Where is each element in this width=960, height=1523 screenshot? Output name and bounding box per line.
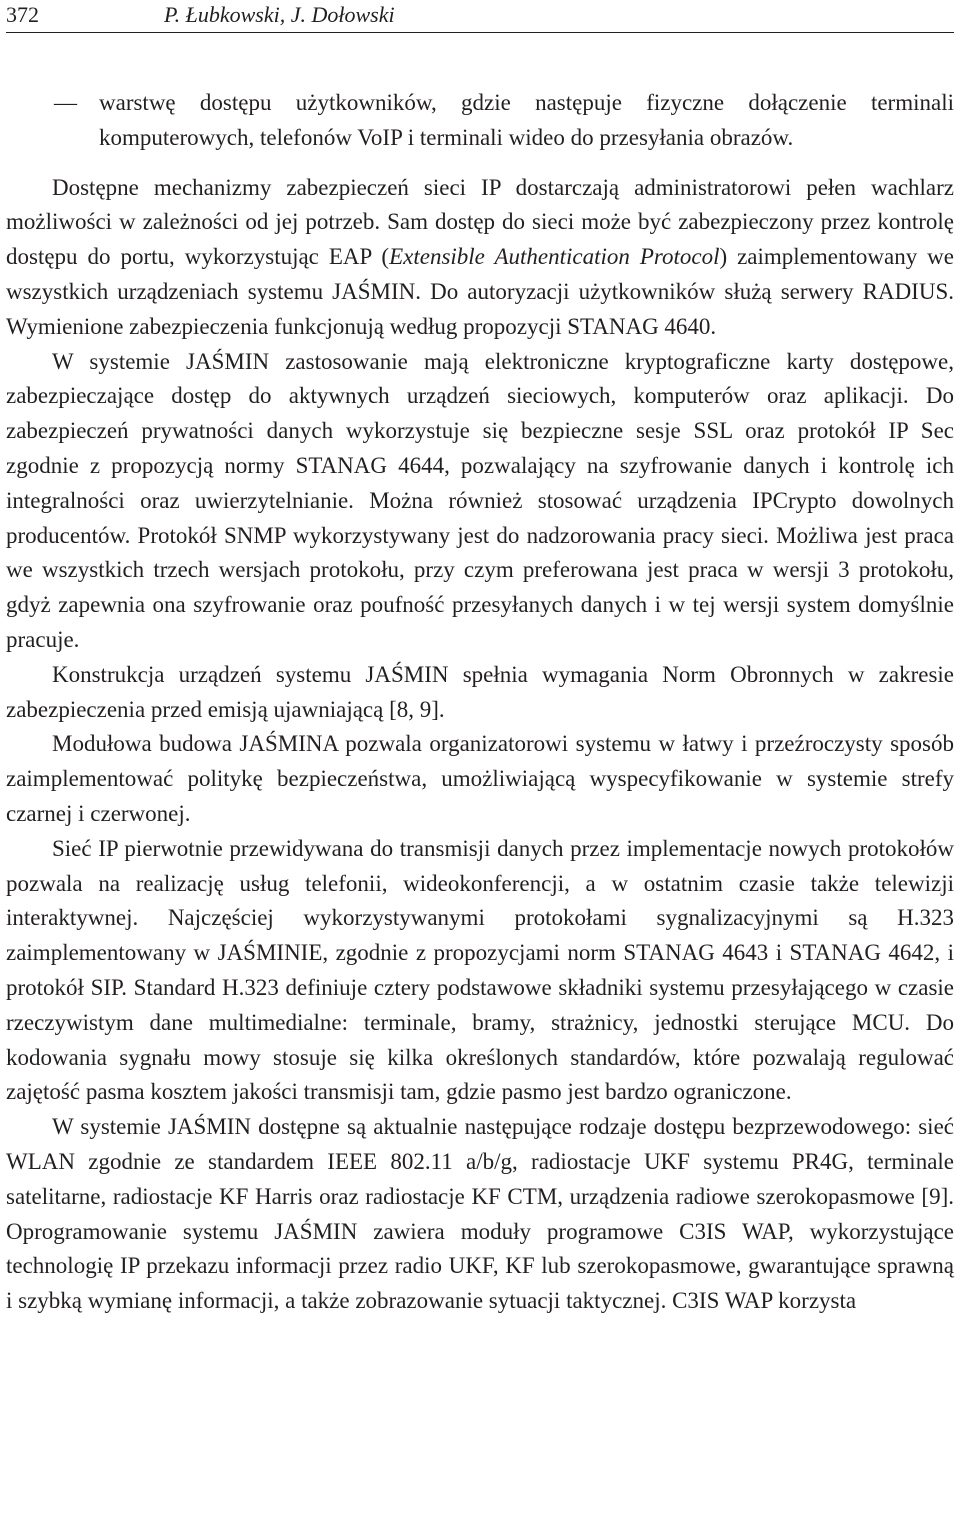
paragraph-wireless-access: W systemie JAŚMIN dostępne są aktualnie następujące rodzaje dostępu bezprzewodowego: sieć WLAN zgodnie ze standardem IEEE 802.11 a/b/g, radiostacje UKF systemu PR4G, terminale satelitarne, radiostacje KF Harris oraz radiostacje KF CTM, urządzenia radiowe szerokopasmowe [9]. Oprogramowanie systemu JAŚMIN zawiera moduły programowe C3IS WAP, wykorzystujące technologię IP przekazu informacji przez radio UKF, KF lub szerokopasmowe, gwarantujące sprawną i szybką wymianę informacji, a także zobrazowanie sytuacji taktycznej. C3IS WAP korzysta xyxy=(6,1114,954,1314)
paragraph-text: ) zaimplementowany we wszystkich urządzeniach systemu JAŚMIN. Do autoryzacji użytkowników służą serwery RADIUS. Wymienione zabezpieczenia funkcjonują według propozycji STANAG 4640. xyxy=(6,244,954,339)
list-dash: — xyxy=(54,90,77,115)
italic-term: Extensible Authentication Protocol xyxy=(389,244,720,270)
list-item xyxy=(6,86,954,156)
paragraph-security-mechanisms xyxy=(6,171,954,345)
body-text xyxy=(6,86,954,1319)
running-head-authors: P. Łubkowski, J. Dołowski xyxy=(164,2,395,27)
paragraph-ip-services: Sieć IP pierwotnie przewidywana do transmisji danych przez implementacje nowych protokołów pozwala na realizację usług telefonii, wideokonferencji, a w ostatnim czasie także telewizji interaktywnej. Najczęściej wykorzystywanymi protokołami sygnalizacyjnymi są H.323 zaimplementowany w JAŚMINIE, zgodnie z propozycjami norm STANAG 4643 i STANAG 4642, i protokół SIP. Standard H.323 definiuje cztery podstawowe składniki systemu przesyłającego w czasie rzeczywistym dane multimedialne: terminale, bramy, strażnicy, jednostki sterujące MCU. Do kodowania sygnału mowy stosuje się kilka określonych standardów, które pozwalają regulować zajętość pasma kosztem jakości transmisji tam, gdzie pasmo jest bardzo ograniczone. xyxy=(6,835,954,1105)
paragraph-crypto-cards: W systemie JAŚMIN zastosowanie mają elektroniczne kryptograficzne karty dostępowe, zabezpieczające dostęp do aktywnych urządzeń sieciowych, komputerów oraz aplikacji. Do zabezpieczeń prywatności danych wykorzystuje się bezpieczne sesje SSL oraz protokół IP Sec zgodnie z propozycją normy STANAG 4644, pozwalający na szyfrowanie danych i kontrolę ich integralności oraz uwierzytelnianie. Można również stosować urządzenia IPCrypto dowolnych producentów. Protokół SNMP wykorzystywany jest do nadzorowania pracy sieci. Możliwa jest praca we wszystkich trzech wersjach protokołu, przy czym preferowana jest praca w wersji 3 protokołu, gdyż zapewnia ona szyfrowanie oraz poufność przesyłanych danych i w tej wersji system domyślnie pracuje. xyxy=(6,348,954,652)
list-item-text: warstwę dostępu użytkowników, gdzie następuje fizyczne dołączenie terminali komputerowych, telefonów VoIP i terminali wideo do przesyłania obrazów. xyxy=(99,90,954,150)
page-number: 372 xyxy=(6,2,39,27)
paragraph-emission-norms: Konstrukcja urządzeń systemu JAŚMIN spełnia wymagania Norm Obronnych w zakresie zabezpieczenia przed emisją ujawniającą [8, 9]. xyxy=(6,661,954,722)
page-header xyxy=(6,0,954,33)
paragraph-text: Dostępne mechanizmy zabezpieczeń sieci IP dostarczają administratorowi pełen wachlarz możliwości w zależności od jej potrzeb. Sam dostęp do sieci może być zabezpieczony przez kontrolę dostępu do portu, wykorzystując EAP ( xyxy=(6,174,954,270)
paragraph-modular-design: Modułowa budowa JAŚMINA pozwala organizatorowi systemu w łatwy i przeźroczysty sposób zaimplementować politykę bezpieczeństwa, umożliwiającą wyspecyfikowanie w systemie strefy czarnej i czerwonej. xyxy=(6,731,954,826)
